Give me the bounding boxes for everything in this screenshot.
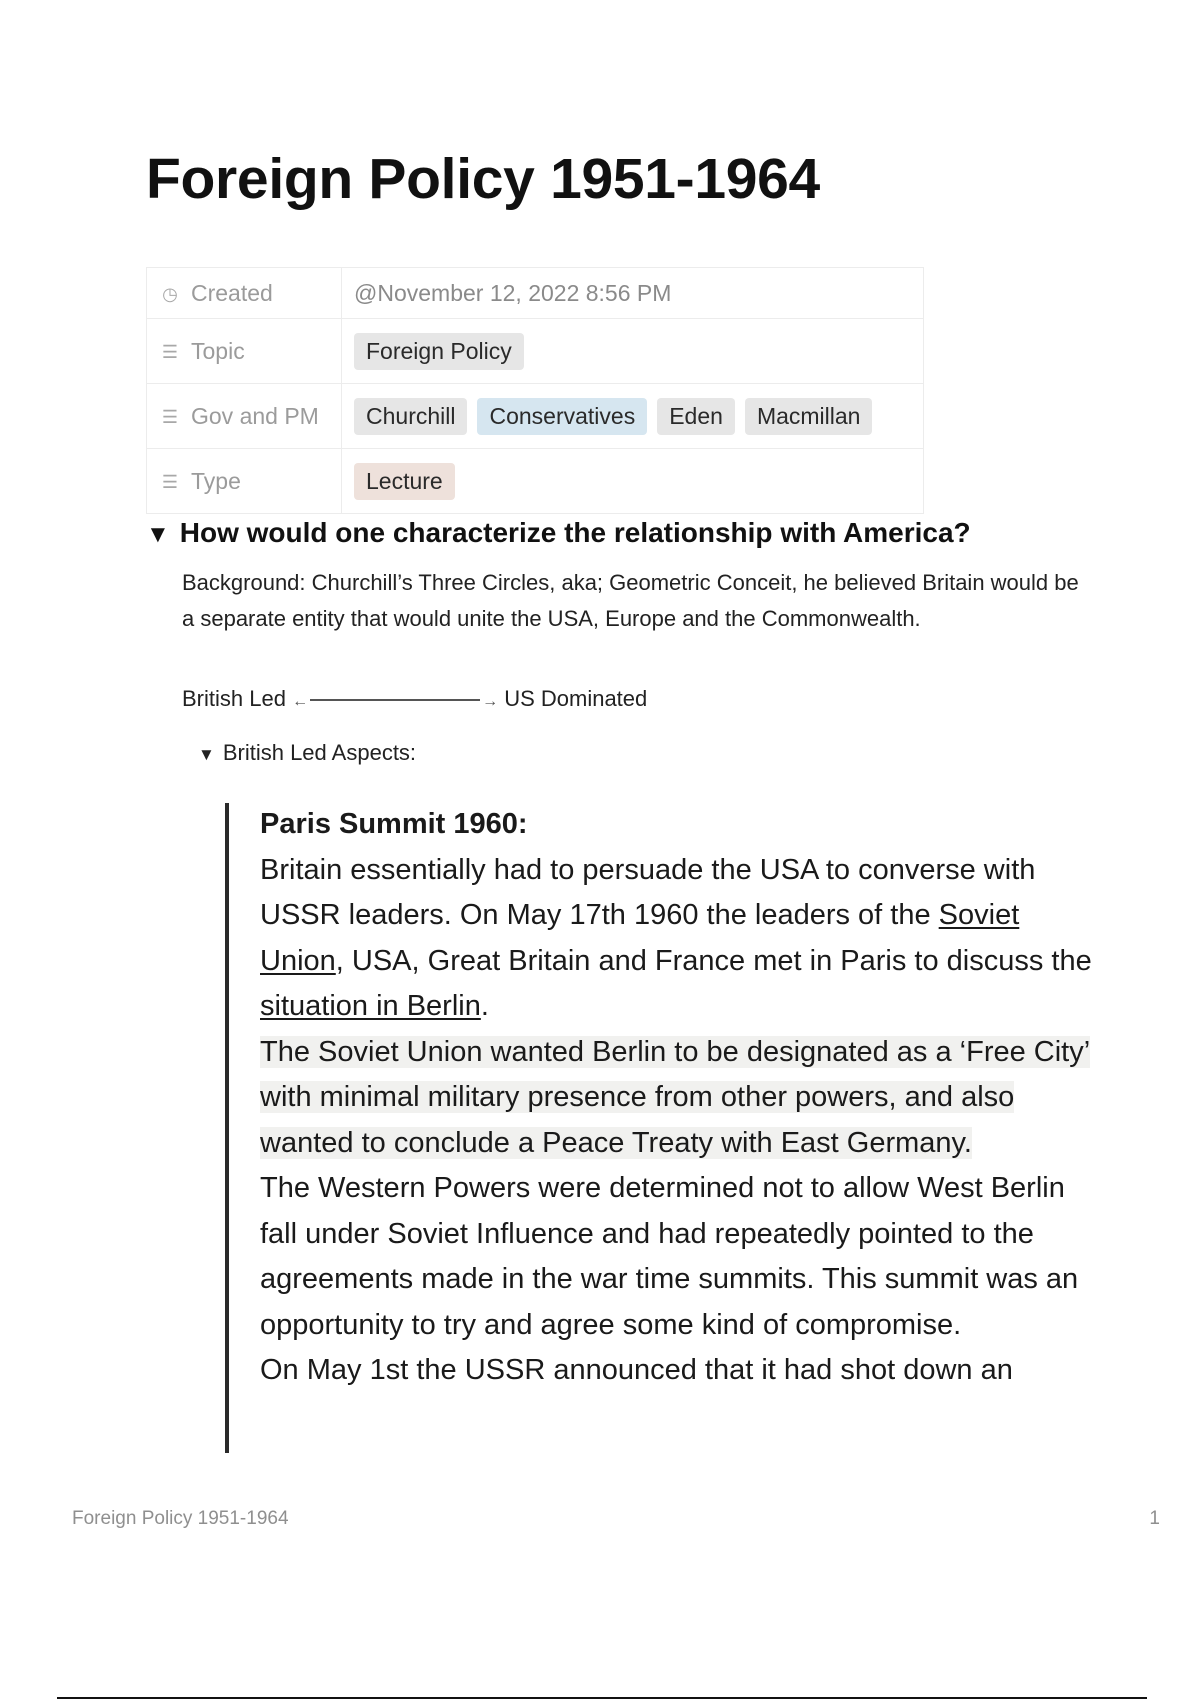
sub-toggle[interactable] [198,740,416,766]
spectrum-bar [310,699,480,701]
toggle-triangle-icon[interactable]: ▼ [198,745,215,764]
tag-foreign-policy[interactable]: Foreign Policy [354,333,524,370]
spectrum-line [182,686,647,712]
created-value: @November 12, 2022 8:56 PM [342,268,924,319]
tag-macmillan[interactable]: Macmillan [745,398,873,435]
footer-title: Foreign Policy 1951-1964 [72,1508,289,1529]
spectrum-left-label: British Led [182,686,286,711]
tag-eden[interactable]: Eden [657,398,735,435]
background-paragraph: Background: Churchill’s Three Circles, aka; Geometric Conceit, he believed Britain would be a separate entity that would unite the USA, Europe and the Commonwealth. [182,570,1079,631]
property-row-created [147,268,924,319]
link-soviet-union[interactable]: Soviet Union [260,899,1020,977]
quote-paragraph-3: The Western Powers were determined not to allow West Berlin fall under Soviet Influence and had repeatedly pointed to the agreements made in the war time summits. This summit was an opportunity to try and agree some kind of compromise. [260,1172,1079,1341]
property-label: Created [191,279,273,306]
page-title: Foreign Policy 1951-1964 [146,147,820,211]
properties-table [146,267,924,514]
quote-paragraph-4: On May 1st the USSR announced that it had shot down an [260,1354,1013,1386]
property-row-topic [147,319,924,384]
quote-bar [225,803,229,1453]
quote-block [260,802,1100,1394]
toggle-heading-text: How would one characterize the relationship with America? [179,517,971,548]
toggle-heading[interactable] [146,517,971,549]
page-number: 1 [1149,1508,1160,1529]
property-label: Topic [191,337,245,364]
property-label: Type [191,467,241,494]
quote-paragraph-1: Britain essentially had to persuade the USA to converse with USSR leaders. On May 17th 1960 the leaders of the Soviet Union, USA, Great Britain and France met in Paris to discuss the situation in Berlin. [260,853,1092,1022]
sub-toggle-label: British Led Aspects: [222,740,417,765]
property-row-gov-pm [147,384,924,449]
link-situation-in-berlin[interactable]: situation in Berlin [260,990,481,1022]
list-icon: ☰ [161,341,179,362]
tag-lecture[interactable]: Lecture [354,463,455,500]
quote-heading: Paris Summit 1960: [260,808,528,840]
page-divider [57,1697,1147,1699]
clock-icon: ◷ [162,283,178,304]
tag-churchill[interactable]: Churchill [354,398,467,435]
tag-conservatives[interactable]: Conservatives [477,398,647,435]
spectrum-right-label: US Dominated [504,686,648,711]
property-label: Gov and PM [191,402,319,429]
list-icon: ☰ [161,406,179,427]
property-row-type [147,449,924,514]
arrow-right-icon: → [482,693,499,710]
toggle-triangle-icon[interactable]: ▼ [146,521,170,548]
arrow-left-icon: ← [292,693,309,710]
highlighted-text: The Soviet Union wanted Berlin to be designated as a ‘Free City’ with minimal military presence from other powers, and also wanted to conclude a Peace Treaty with East Germany. [260,1035,1091,1159]
list-icon: ☰ [161,471,179,492]
quote-paragraph-2 [260,1030,1100,1167]
